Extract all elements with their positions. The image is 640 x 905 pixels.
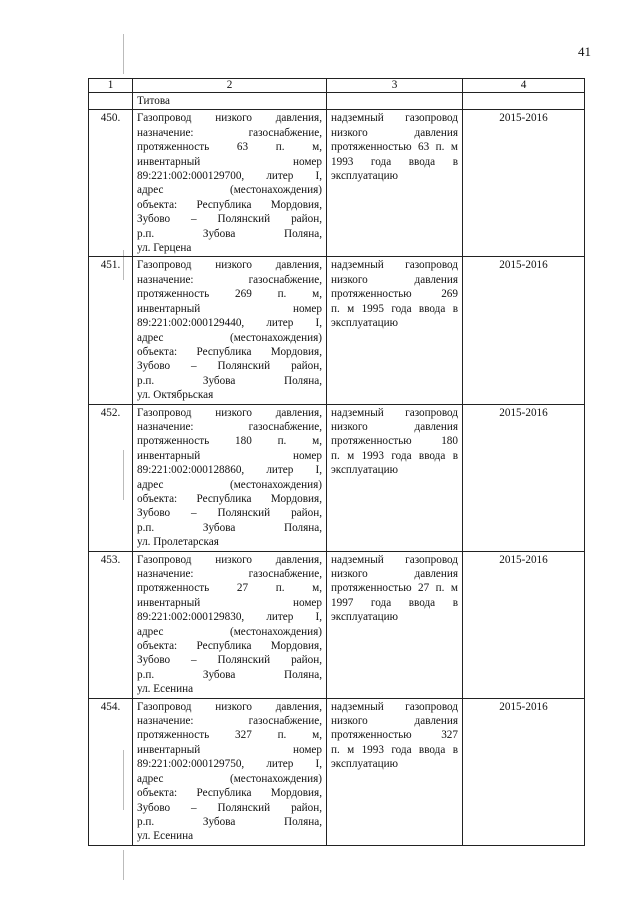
object-line: Зубово – Полянский район,	[137, 360, 322, 373]
description-line: 1993 года ввода в	[331, 155, 458, 168]
description-line: эксплуатацию	[331, 170, 398, 183]
row-number: 450.	[89, 110, 133, 257]
object-line: протяженность 269 п. м,	[137, 288, 322, 301]
table-row	[89, 257, 585, 404]
object-line: Газопровод низкого давления,	[137, 700, 322, 713]
object-line: 89:221:002:000129750, литер I,	[137, 758, 322, 771]
object-line: протяженность 327 п. м,	[137, 729, 322, 742]
object-line: инвентарный номер	[137, 449, 322, 462]
table-row	[89, 551, 585, 698]
object-line: р.п. Зубова Поляна,	[137, 521, 322, 534]
description-line: эксплуатацию	[331, 464, 398, 477]
description-line: низкого давления	[331, 715, 458, 728]
object-line: Зубово – Полянский район,	[137, 507, 322, 520]
period: 2015-2016	[463, 257, 585, 404]
column-header: 3	[327, 79, 463, 93]
object-line: р.п. Зубова Поляна,	[137, 374, 322, 387]
row-number: 452.	[89, 404, 133, 551]
object-line: ул. Октябрьская	[137, 389, 214, 402]
object-line: инвентарный номер	[137, 155, 322, 168]
object-description	[133, 404, 327, 551]
period: 2015-2016	[463, 404, 585, 551]
object-line: ул. Пролетарская	[137, 536, 219, 549]
page-number: 41	[578, 44, 591, 59]
description-line: эксплуатацию	[331, 317, 398, 330]
description-line: протяженностью 27 п. м	[331, 582, 458, 595]
column-header: 1	[89, 79, 133, 93]
document-table	[88, 78, 585, 846]
object-line: инвентарный номер	[137, 743, 322, 756]
column-header: 4	[463, 79, 585, 93]
description-line: протяженностью 269	[331, 288, 458, 301]
object-line: р.п. Зубова Поляна,	[137, 668, 322, 681]
description-line: надземный газопровод	[331, 553, 458, 566]
technical-description	[327, 257, 463, 404]
technical-description	[327, 698, 463, 845]
period: 2015-2016	[463, 110, 585, 257]
description-line: надземный газопровод	[331, 700, 458, 713]
object-line: объекта: Республика Мордовия,	[137, 492, 322, 505]
object-line: Зубово – Полянский район,	[137, 654, 322, 667]
object-line: Зубово – Полянский район,	[137, 801, 322, 814]
description-line: надземный газопровод	[331, 406, 458, 419]
object-line: назначение: газоснабжение,	[137, 273, 322, 286]
object-line: ул. Герцена	[137, 242, 192, 255]
object-line: 89:221:002:000129700, литер I,	[137, 170, 322, 183]
description-line: протяженностью 327	[331, 729, 458, 742]
description-line: надземный газопровод	[331, 112, 458, 125]
description-line: эксплуатацию	[331, 758, 398, 771]
technical-description	[327, 110, 463, 257]
object-line: адрес (местонахождения)	[137, 625, 322, 638]
description-line: низкого давления	[331, 420, 458, 433]
object-line: назначение: газоснабжение,	[137, 568, 322, 580]
object-line: ул. Есенина	[137, 830, 194, 843]
continuation-text: Титова	[133, 93, 327, 110]
object-line: 89:221:002:000129830, литер I,	[137, 611, 322, 624]
description-line: низкого давления	[331, 273, 458, 286]
description-line: п. м 1993 года ввода в	[331, 743, 458, 756]
row-number: 454.	[89, 698, 133, 845]
object-line: инвентарный номер	[137, 596, 322, 609]
object-line: адрес (местонахождения)	[137, 772, 322, 785]
object-description	[133, 551, 327, 698]
object-line: адрес (местонахождения)	[137, 331, 322, 344]
object-line: назначение: газоснабжение,	[137, 126, 322, 139]
description-line: 1997 года ввода в	[331, 596, 458, 609]
column-header: 2	[133, 79, 327, 93]
object-line: объекта: Республика Мордовия,	[137, 640, 322, 653]
description-line: протяженностью 180	[331, 435, 458, 448]
object-line: 89:221:002:000129440, литер I,	[137, 317, 322, 330]
object-line: р.п. Зубова Поляна,	[137, 815, 322, 828]
object-line: Газопровод низкого давления,	[137, 112, 322, 125]
description-line: протяженностью 63 п. м	[331, 141, 458, 154]
object-line: 89:221:002:000128860, литер I,	[137, 464, 322, 477]
object-line: Зубово – Полянский район,	[137, 213, 322, 226]
object-line: инвентарный номер	[137, 302, 322, 315]
description-line: п. м 1993 года ввода в	[331, 449, 458, 462]
table-row	[89, 404, 585, 551]
object-line: протяженность 63 п. м,	[137, 141, 322, 154]
object-line: Газопровод низкого давления,	[137, 553, 322, 566]
continuation-row	[89, 93, 585, 110]
row-number: 453.	[89, 551, 133, 698]
object-description	[133, 110, 327, 257]
object-line: адрес (местонахождения)	[137, 478, 322, 491]
object-description	[133, 698, 327, 845]
object-line: протяженность 180 п. м,	[137, 435, 322, 448]
description-line: п. м 1995 года ввода в	[331, 302, 458, 315]
table-row	[89, 698, 585, 845]
period: 2015-2016	[463, 551, 585, 698]
object-line: назначение: газоснабжение,	[137, 420, 322, 433]
description-line: низкого давления	[331, 568, 458, 580]
object-line: объекта: Республика Мордовия,	[137, 198, 322, 211]
object-line: объекта: Республика Мордовия,	[137, 787, 322, 800]
object-line: назначение: газоснабжение,	[137, 715, 322, 728]
object-line: Газопровод низкого давления,	[137, 259, 322, 272]
object-description	[133, 257, 327, 404]
object-line: р.п. Зубова Поляна,	[137, 227, 322, 240]
table-row	[89, 110, 585, 257]
row-number: 451.	[89, 257, 133, 404]
description-line: надземный газопровод	[331, 259, 458, 272]
description-line: эксплуатацию	[331, 611, 398, 624]
object-line: протяженность 27 п. м,	[137, 582, 322, 595]
technical-description	[327, 404, 463, 551]
table-header-row	[89, 79, 585, 93]
object-line: объекта: Республика Мордовия,	[137, 345, 322, 358]
period: 2015-2016	[463, 698, 585, 845]
object-line: ул. Есенина	[137, 683, 194, 696]
object-line: Газопровод низкого давления,	[137, 406, 322, 419]
description-line: низкого давления	[331, 126, 458, 139]
technical-description	[327, 551, 463, 698]
object-line: адрес (местонахождения)	[137, 184, 322, 197]
